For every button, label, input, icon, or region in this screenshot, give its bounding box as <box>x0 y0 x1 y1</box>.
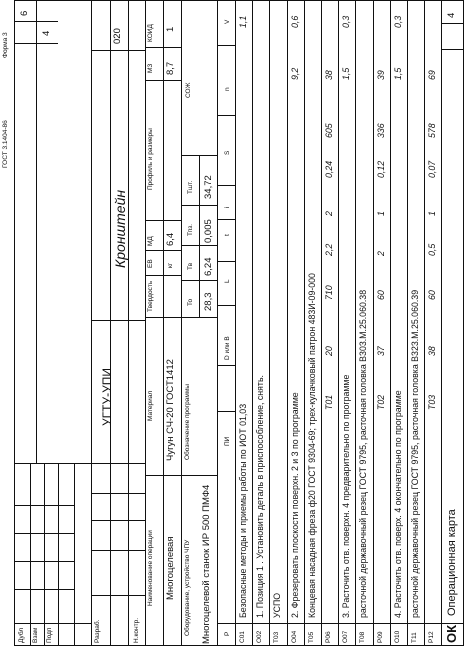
row-value: 9,2 <box>290 67 300 80</box>
row-code: О07 <box>342 630 349 643</box>
row-code: Р06 <box>325 631 332 643</box>
row-value: 38 <box>324 70 334 80</box>
control-label: Н.контр. <box>133 617 140 643</box>
row-value: 1,5 <box>341 67 351 80</box>
row-divider <box>269 0 270 646</box>
row-value: 37 <box>376 346 386 356</box>
col-header-n: n <box>224 87 231 91</box>
frame-right <box>14 0 463 1</box>
row-value: Т02 <box>376 394 386 410</box>
column-separator <box>217 115 235 116</box>
tv-value: 6,24 <box>203 257 214 276</box>
row-divider <box>287 0 288 646</box>
row-value: 38 <box>427 346 437 356</box>
col-header-s: S <box>224 150 231 155</box>
tsht-value: 34,72 <box>203 175 214 199</box>
row-value: 1 <box>376 211 386 216</box>
column-separator <box>217 365 235 366</box>
col-header-pi: ПИ <box>224 436 231 446</box>
column-separator <box>217 305 235 306</box>
column-separator <box>217 261 235 262</box>
koid-label: КОИД <box>147 24 154 42</box>
row-divider <box>252 0 253 646</box>
row-code: О10 <box>394 630 401 643</box>
row-value: 69 <box>427 70 437 80</box>
row-value: 0,24 <box>324 160 334 178</box>
row-value: 578 <box>427 123 437 138</box>
tv-label: Тв <box>187 262 194 270</box>
row-text: Безопасные методы и приемы работы по ИОТ 01,03 <box>238 403 248 618</box>
row-text: 3. Расточить отв. поверхн. 4 предварительно по программе <box>341 374 351 618</box>
col-header-t: t <box>224 234 231 236</box>
row-divider <box>373 0 374 646</box>
standard-label: ГОСТ 3.1404-86 <box>2 120 9 168</box>
row-value: 1 <box>427 211 437 216</box>
unit-label: ЕВ <box>147 259 154 268</box>
row-value: Т03 <box>427 394 437 410</box>
operation-code: 020 <box>112 28 123 44</box>
row-value: 1,5 <box>393 67 403 80</box>
row-value: 2 <box>324 211 334 216</box>
row-divider <box>321 0 322 646</box>
row-value: 2 <box>376 251 386 256</box>
column-separator <box>217 219 235 220</box>
row-value: 0,6 <box>290 15 300 28</box>
row-divider <box>390 0 391 646</box>
row-value: 0,5 <box>427 243 437 256</box>
row-code: Т11 <box>411 632 418 643</box>
column-separator <box>217 185 235 186</box>
sozh-label: СОЖ <box>185 82 192 98</box>
op-name: Многоцелевая <box>165 536 176 600</box>
to-value: 28,3 <box>203 292 214 311</box>
row-code: Т08 <box>359 631 366 643</box>
profile-label: Профиль и размеры <box>147 128 154 190</box>
row-divider <box>355 0 356 646</box>
row-text: Концевая насадная фреза ф20 ГОСТ 9304-69; трех-кулачковый патрон 483И-09-000 <box>307 273 317 618</box>
row-value: Т01 <box>324 394 334 410</box>
frame-top <box>14 0 15 646</box>
md-value: 6,4 <box>165 232 176 246</box>
row-divider <box>304 0 305 646</box>
op-name-label: Наименование операции <box>147 530 154 606</box>
row-divider <box>235 0 236 646</box>
developed-label: Разраб. <box>94 619 101 643</box>
equipment-label: Оборудование, устройство ЧПУ <box>184 539 191 636</box>
row-divider <box>338 0 339 646</box>
koid-value: 1 <box>165 26 176 32</box>
tpz-value: 0,005 <box>203 219 214 243</box>
row-value: 710 <box>324 285 334 300</box>
organization: УГТУ-УПИ <box>100 368 114 426</box>
row-code: Р09 <box>377 631 384 643</box>
stamp-dubl: Дубл <box>18 627 25 643</box>
stamp-vzam: Взам <box>32 627 39 643</box>
row-text: расточной державочный резец ГОСТ 9795, расточная головка В303.М.25.060.38 <box>358 289 368 618</box>
row-text: расточной державочный резец ГОСТ 9795, расточная головка В323.М.25.060.39 <box>410 289 420 618</box>
row-value: 60 <box>376 290 386 300</box>
row-value: 1,1 <box>238 15 248 28</box>
row-code: О02 <box>256 630 263 643</box>
row-code: Р12 <box>428 631 435 643</box>
row-text: 4. Расточить отв. поверх. 4 окончательно по программе <box>393 390 403 618</box>
part-name: Кронштейн <box>112 189 128 268</box>
row-value: 0,07 <box>427 160 437 178</box>
row-value: 0,3 <box>393 15 403 28</box>
program-label: Обозначение программы <box>184 384 191 460</box>
form-label: Форма 3 <box>2 32 9 58</box>
row-text: 2. Фрезеровать плоскости поверхн. 2 и 3 по программе <box>290 392 300 618</box>
hardness-label: Твердость <box>147 280 154 312</box>
equipment: Многоцелевой станок ИР 500 ПМФ4 <box>201 484 212 644</box>
row-value: 60 <box>427 290 437 300</box>
row-text: УСПО <box>272 592 282 618</box>
sheet-number: 4 <box>41 30 52 36</box>
row-value: 39 <box>376 70 386 80</box>
doc-title: Операционная карта <box>446 509 458 616</box>
tpz-label: Тпз. <box>187 224 194 236</box>
mz-value: 8,7 <box>165 61 176 75</box>
column-separator <box>217 411 235 412</box>
row-divider <box>424 0 425 646</box>
row-value: 0,3 <box>341 15 351 28</box>
material-label: Материал <box>147 390 154 421</box>
row-code: О04 <box>291 630 298 643</box>
doc-code: ОК <box>444 624 459 643</box>
row-code: Т03 <box>273 631 280 643</box>
col-header-d: D или В <box>224 336 231 360</box>
row-value: 2,2 <box>324 243 334 256</box>
col-header-i: i <box>224 206 231 208</box>
row-code: С01 <box>239 631 246 643</box>
tsht-label: Тшт. <box>187 180 194 194</box>
unit: кг <box>167 262 174 268</box>
col-header-v: V <box>224 19 231 24</box>
sheets-total: 6 <box>19 10 30 16</box>
row-divider <box>407 0 408 646</box>
col-header-r: Р <box>224 631 231 636</box>
row-value: 605 <box>324 123 334 138</box>
md-label: МД <box>147 236 154 246</box>
col-header-l: L <box>224 279 231 283</box>
mz-label: МЗ <box>147 63 154 73</box>
row-value: 20 <box>324 346 334 356</box>
frame-bottom <box>463 0 464 646</box>
row-value: 0,12 <box>376 160 386 178</box>
footer-page: 4 <box>446 12 457 18</box>
row-code: Т05 <box>308 631 315 643</box>
stamp-podp: Подп <box>46 627 53 643</box>
to-label: То <box>187 298 194 306</box>
column-separator <box>217 45 235 46</box>
row-value: 336 <box>376 123 386 138</box>
row-text: 1. Позиция 1 . Установить деталь в приспособление, снять. <box>255 375 265 618</box>
material: Чугун СЧ-20 ГОСТ1412 <box>165 359 176 461</box>
